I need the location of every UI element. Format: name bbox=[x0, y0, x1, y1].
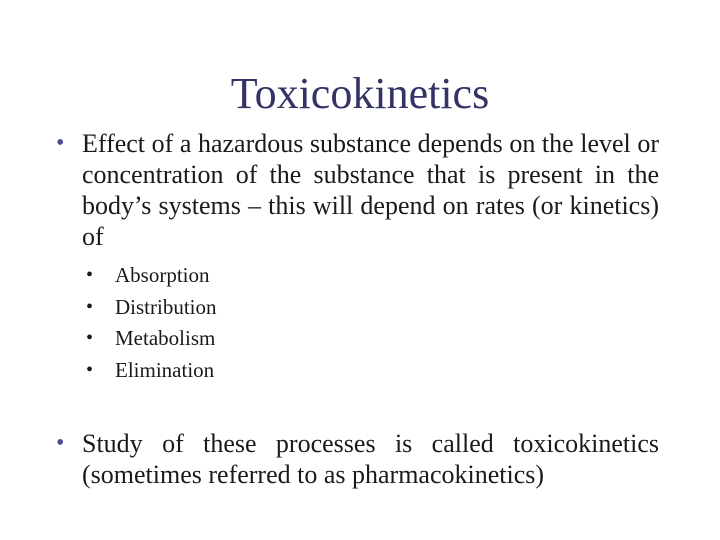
sub-bullet-icon: • bbox=[86, 358, 94, 381]
sub-bullet-item bbox=[82, 355, 659, 387]
sub-bullet-item bbox=[82, 260, 659, 292]
sub-bullet-icon: • bbox=[86, 295, 94, 318]
bullet-text: Effect of a hazardous substance depends on the level or concentration of the substance that is present in the body’s systems – this will depend on rates (or kinetics) of bbox=[82, 129, 659, 251]
sub-bullet-icon: • bbox=[86, 264, 94, 286]
bullet-icon: • bbox=[56, 430, 65, 456]
sub-bullet-icon: • bbox=[86, 327, 94, 349]
bullet-item bbox=[54, 128, 659, 386]
sub-bullet-text: Metabolism bbox=[115, 326, 216, 350]
sub-bullet-list bbox=[82, 260, 659, 386]
sub-bullet-text: Elimination bbox=[115, 357, 215, 382]
sub-bullet-text: Distribution bbox=[115, 294, 217, 319]
sub-bullet-item bbox=[82, 323, 659, 355]
bullet-item bbox=[54, 428, 659, 490]
bullet-icon: • bbox=[56, 130, 65, 156]
sub-bullet-text: Absorption bbox=[115, 263, 210, 287]
bullet-list bbox=[54, 128, 659, 490]
bullet-text: Study of these processes is called toxicokinetics (sometimes referred to as pharmacokinetics) bbox=[82, 429, 659, 489]
sub-bullet-item bbox=[82, 292, 659, 324]
slide-title: Toxicokinetics bbox=[230, 69, 490, 118]
